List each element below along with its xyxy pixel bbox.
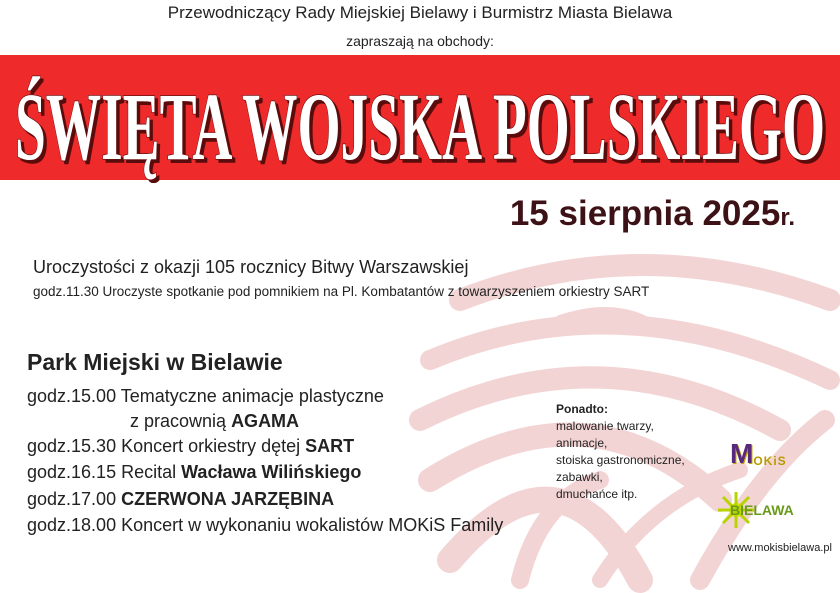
- date-main: 15 sierpnia 2025: [509, 194, 781, 233]
- website-url[interactable]: www.mokisbielawa.pl: [728, 542, 832, 554]
- schedule-item: godz.15.30 Koncert orkiestry dętej SART: [27, 436, 355, 456]
- event-date: [510, 194, 795, 234]
- schedule-item: godz.15.00 Tematyczne animacje plastyczne: [27, 386, 384, 406]
- date-suffix: r.: [780, 204, 795, 231]
- extras-item: animacje,: [556, 436, 608, 450]
- schedule-item: godz.17.00 CZERWONA JARZĘBINA: [27, 489, 335, 509]
- extras-item: dmuchańce itp.: [556, 487, 638, 501]
- ceremony-heading: Uroczystości z okazji 105 rocznicy Bitwy Warszawskiej: [33, 257, 469, 277]
- schedule-item: z pracownią AGAMA: [130, 411, 300, 431]
- organizer-line: Przewodniczący Rady Miejskiej Bielawy i Burmistrz Miasta Bielawa: [167, 3, 673, 22]
- mokis-logo: M OKiS: [730, 438, 787, 469]
- park-heading: Park Miejski w Bielawie: [27, 349, 283, 375]
- extras-item: zabawki,: [556, 470, 603, 484]
- schedule-item: godz.16.15 Recital Wacława Wilińskiego: [27, 462, 362, 482]
- extras-heading: Ponadto:: [556, 402, 608, 416]
- bielawa-logo: BIELAWA: [718, 490, 788, 530]
- schedule-item: godz.18.00 Koncert w wykonaniu wokalistów MOKiS Family: [27, 515, 504, 535]
- invitation-line: zapraszają na obchody:: [346, 33, 494, 49]
- ceremony-detail: godz.11.30 Uroczyste spotkanie pod pomnikiem na Pl. Kombatantów z towarzyszeniem orkiestry SART: [33, 284, 650, 299]
- event-title: [0, 55, 840, 180]
- extras-item: stoiska gastronomiczne,: [556, 453, 685, 467]
- event-title-text: ŚWIĘTA WOJSKA POLSKIEGO: [15, 73, 825, 180]
- extras-list: [556, 401, 685, 503]
- extras-item: malowanie twarzy,: [556, 419, 654, 433]
